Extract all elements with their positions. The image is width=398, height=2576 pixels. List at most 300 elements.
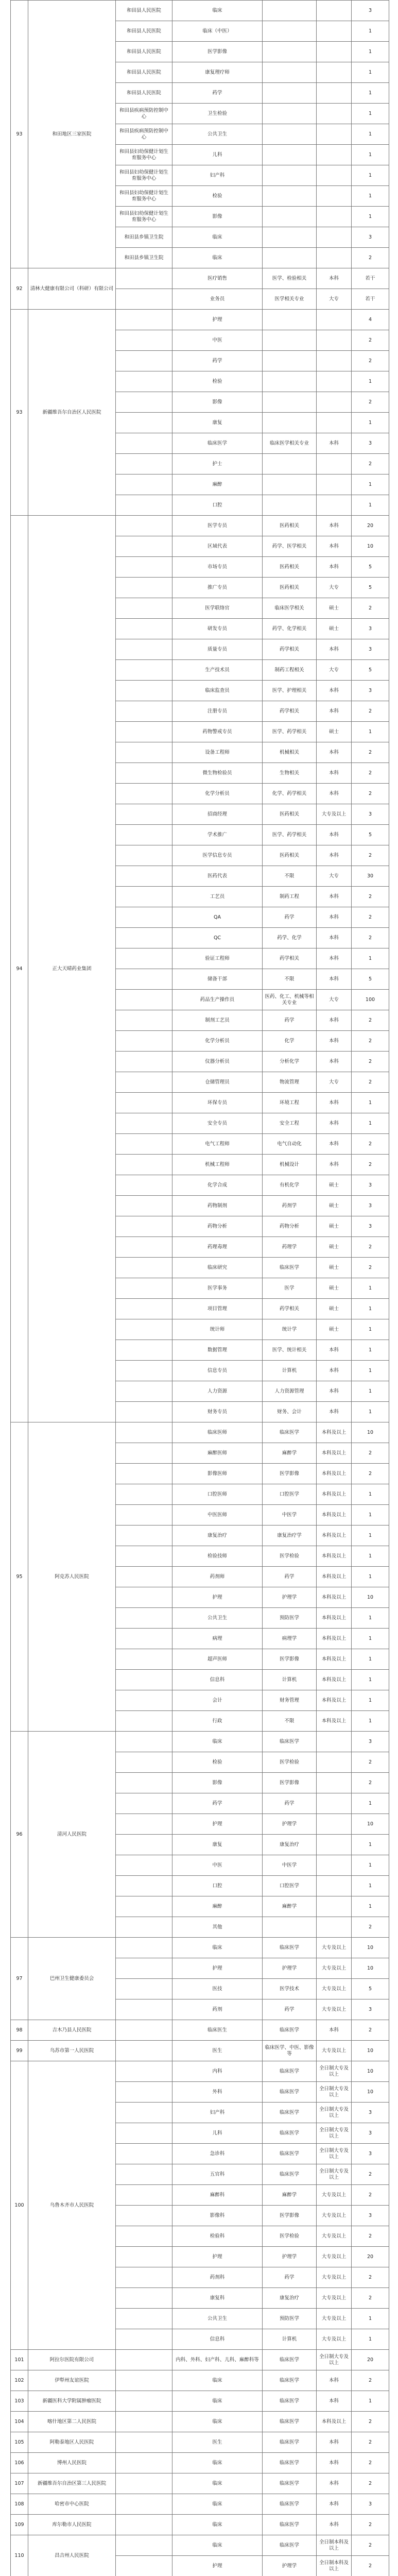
- major-cell: 药学: [263, 1010, 317, 1031]
- sub-unit-cell: [116, 742, 172, 763]
- unit-number: 106: [11, 2453, 28, 2473]
- major-cell: 医学影像: [263, 1773, 317, 1793]
- sub-unit-cell: [116, 598, 172, 619]
- major-cell: 药理学: [263, 1237, 317, 1258]
- position-cell: 机械工程师: [172, 1155, 263, 1175]
- major-cell: 医药、化工、机械等相关专业: [263, 990, 317, 1010]
- position-cell: 医生: [172, 2041, 263, 2061]
- education-cell: 本科: [317, 2494, 352, 2515]
- position-cell: 医学专员: [172, 516, 263, 536]
- education-cell: [317, 1876, 352, 1896]
- position-cell: 护理: [172, 1814, 263, 1835]
- unit-number: 105: [11, 2432, 28, 2453]
- education-cell: 大专: [317, 578, 352, 598]
- position-cell: 财务专员: [172, 1402, 263, 1422]
- position-cell: 医药代表: [172, 866, 263, 887]
- table-row: [11, 2432, 389, 2453]
- education-cell: 本科及以上: [317, 1546, 352, 1567]
- position-cell: 药学: [172, 1793, 263, 1814]
- sub-unit-cell: [116, 1381, 172, 1402]
- sub-unit-cell: [116, 1876, 172, 1896]
- sub-unit-cell: [116, 1093, 172, 1113]
- count-cell: 1: [352, 2391, 389, 2412]
- unit-name: 乌鲁木齐市人民医院: [28, 2061, 116, 2350]
- table-row: [11, 1, 389, 21]
- major-cell: 药学相关: [263, 1299, 317, 1319]
- sub-unit-cell: [116, 1526, 172, 1546]
- education-cell: 本科: [317, 1134, 352, 1155]
- major-cell: 有机化学: [263, 1175, 317, 1196]
- major-cell: 医药相关: [263, 578, 317, 598]
- education-cell: 全日制大专及以上: [317, 2144, 352, 2164]
- sub-unit-cell: [116, 2247, 172, 2267]
- table-row: [11, 2020, 389, 2041]
- count-cell: 1: [352, 371, 389, 392]
- unit-number: 109: [11, 2515, 28, 2535]
- sub-unit-cell: [116, 1896, 172, 1917]
- position-cell: 药学: [172, 351, 263, 371]
- unit-number: 110: [11, 2535, 28, 2576]
- education-cell: 本科: [317, 2515, 352, 2535]
- count-cell: 1: [352, 1876, 389, 1896]
- position-cell: 超声医师: [172, 1649, 263, 1670]
- sub-unit-cell: [116, 1031, 172, 1052]
- major-cell: [263, 62, 317, 83]
- position-cell: 药物分析: [172, 1216, 263, 1237]
- major-cell: 预防医学: [263, 2309, 317, 2329]
- major-cell: 医学影像: [263, 2206, 317, 2226]
- table-row: [11, 2515, 389, 2535]
- major-cell: 不限: [263, 866, 317, 887]
- education-cell: 大专及以上: [317, 2206, 352, 2226]
- major-cell: 临床医学: [263, 2103, 317, 2123]
- major-cell: [263, 1, 317, 21]
- count-cell: 2: [352, 1010, 389, 1031]
- position-cell: 化学分析员: [172, 1031, 263, 1052]
- count-cell: 20: [352, 2247, 389, 2267]
- sub-unit-cell: [116, 1670, 172, 1690]
- position-cell: 生产技术员: [172, 660, 263, 681]
- position-cell: 公共卫生: [172, 1608, 263, 1629]
- sub-unit-cell: [116, 1299, 172, 1319]
- count-cell: 1: [352, 1361, 389, 1381]
- sub-unit-cell: 和田县人民医院: [116, 42, 172, 62]
- education-cell: [317, 1917, 352, 1938]
- count-cell: 10: [352, 1422, 389, 1443]
- sub-unit-cell: [116, 1196, 172, 1216]
- count-cell: 5: [352, 969, 389, 990]
- position-cell: 公共卫生: [172, 124, 263, 145]
- education-cell: 本科: [317, 2473, 352, 2494]
- sub-unit-cell: [116, 1711, 172, 1732]
- count-cell: 1: [352, 474, 389, 495]
- major-cell: [263, 310, 317, 330]
- count-cell: 3: [352, 1196, 389, 1216]
- sub-unit-cell: [116, 1134, 172, 1155]
- sub-unit-cell: [116, 371, 172, 392]
- position-cell: 影像科: [172, 2206, 263, 2226]
- major-cell: [263, 145, 317, 165]
- major-cell: 医药相关: [263, 557, 317, 578]
- count-cell: 2: [352, 1052, 389, 1072]
- unit-name: 喀什地区第二人民医院: [28, 2412, 116, 2432]
- education-cell: 本科: [317, 1113, 352, 1134]
- position-cell: 口腔: [172, 1876, 263, 1896]
- count-cell: 1: [352, 42, 389, 62]
- education-cell: 本科: [317, 268, 352, 289]
- education-cell: 硕士: [317, 1216, 352, 1237]
- sub-unit-cell: [116, 1072, 172, 1093]
- sub-unit-cell: [116, 2082, 172, 2103]
- education-cell: 硕士: [317, 1175, 352, 1196]
- sub-unit-cell: [116, 1629, 172, 1649]
- major-cell: 药学: [263, 1793, 317, 1814]
- unit-number: 101: [11, 2350, 28, 2370]
- major-cell: 医学检验: [263, 2226, 317, 2247]
- sub-unit-cell: [116, 578, 172, 598]
- sub-unit-cell: [116, 1773, 172, 1793]
- education-cell: 本科及以上: [317, 1526, 352, 1546]
- education-cell: 本科: [317, 928, 352, 948]
- position-cell: 外科: [172, 2082, 263, 2103]
- count-cell: 2: [352, 2226, 389, 2247]
- sub-unit-cell: [116, 310, 172, 330]
- major-cell: 临床医学: [263, 2123, 317, 2144]
- education-cell: 本科: [317, 536, 352, 557]
- sub-unit-cell: [116, 2041, 172, 2061]
- sub-unit-cell: [116, 495, 172, 516]
- major-cell: [263, 165, 317, 186]
- sub-unit-cell: [116, 2061, 172, 2082]
- education-cell: 大专: [317, 1072, 352, 1093]
- major-cell: 中医学: [263, 1505, 317, 1526]
- position-cell: 临床: [172, 1938, 263, 1958]
- education-cell: 大专及以上: [317, 1999, 352, 2020]
- position-cell: 卫生检验: [172, 104, 263, 124]
- table-row: [11, 2350, 389, 2370]
- position-cell: 医学事务: [172, 1278, 263, 1299]
- sub-unit-cell: [116, 1319, 172, 1340]
- count-cell: 2: [352, 598, 389, 619]
- count-cell: 2: [352, 907, 389, 928]
- education-cell: 硕士: [317, 1299, 352, 1319]
- position-cell: 临床: [172, 2515, 263, 2535]
- count-cell: 2: [352, 784, 389, 804]
- count-cell: 2: [352, 1773, 389, 1793]
- sub-unit-cell: [116, 474, 172, 495]
- sub-unit-cell: [116, 2412, 172, 2432]
- sub-unit-cell: [116, 1732, 172, 1752]
- major-cell: 制药工程: [263, 887, 317, 907]
- position-cell: 影像: [172, 392, 263, 413]
- count-cell: 3: [352, 619, 389, 639]
- education-cell: [317, 145, 352, 165]
- education-cell: [317, 1, 352, 21]
- position-cell: 临床医师: [172, 1422, 263, 1443]
- count-cell: 1: [352, 1113, 389, 1134]
- unit-number: 94: [11, 516, 28, 1422]
- table-row: [11, 2370, 389, 2391]
- education-cell: 本科: [317, 2453, 352, 2473]
- count-cell: 10: [352, 536, 389, 557]
- major-cell: 医药相关: [263, 804, 317, 825]
- position-cell: 仓储管理员: [172, 1072, 263, 1093]
- count-cell: 2: [352, 1917, 389, 1938]
- count-cell: 2: [352, 2288, 389, 2309]
- education-cell: [317, 1855, 352, 1876]
- education-cell: 大专及以上: [317, 1938, 352, 1958]
- major-cell: 护理学: [263, 1958, 317, 1979]
- major-cell: 临床医学: [263, 2370, 317, 2391]
- education-cell: 大专及以上: [317, 2267, 352, 2288]
- education-cell: [317, 330, 352, 351]
- position-cell: 医学联络官: [172, 598, 263, 619]
- major-cell: [263, 83, 317, 104]
- count-cell: 2: [352, 392, 389, 413]
- unit-number: 98: [11, 2020, 28, 2041]
- major-cell: 环境工程: [263, 1093, 317, 1113]
- count-cell: 1: [352, 1093, 389, 1113]
- education-cell: 本科: [317, 1361, 352, 1381]
- count-cell: 1: [352, 1402, 389, 1422]
- position-cell: 检验技师: [172, 1546, 263, 1567]
- major-cell: 机械设计: [263, 1155, 317, 1175]
- education-cell: 本科及以上: [317, 1670, 352, 1690]
- education-cell: [317, 1752, 352, 1773]
- unit-number: 103: [11, 2391, 28, 2412]
- education-cell: 本科: [317, 1340, 352, 1361]
- major-cell: [263, 495, 317, 516]
- position-cell: 行政: [172, 1711, 263, 1732]
- position-cell: 药剂师: [172, 1567, 263, 1587]
- position-cell: 临床: [172, 1, 263, 21]
- education-cell: [317, 207, 352, 227]
- sub-unit-cell: 和田县乡镇卫生院: [116, 227, 172, 248]
- count-cell: 1: [352, 1546, 389, 1567]
- education-cell: 本科: [317, 1052, 352, 1072]
- education-cell: 本科: [317, 701, 352, 722]
- position-cell: 化学合成: [172, 1175, 263, 1196]
- sub-unit-cell: [116, 1484, 172, 1505]
- position-cell: 麻醉: [172, 474, 263, 495]
- major-cell: [263, 454, 317, 474]
- count-cell: 1: [352, 104, 389, 124]
- sub-unit-cell: [116, 1278, 172, 1299]
- major-cell: 医学检验: [263, 1752, 317, 1773]
- major-cell: 麻醉学: [263, 2185, 317, 2206]
- count-cell: 3: [352, 1, 389, 21]
- education-cell: 本科: [317, 907, 352, 928]
- sub-unit-cell: [116, 1855, 172, 1876]
- major-cell: 康复治疗学: [263, 1526, 317, 1546]
- count-cell: 4: [352, 310, 389, 330]
- position-cell: 临床研究: [172, 1258, 263, 1278]
- major-cell: 临床医学: [263, 1258, 317, 1278]
- count-cell: 1: [352, 1690, 389, 1711]
- education-cell: 本科及以上: [317, 1629, 352, 1649]
- sub-unit-cell: [116, 413, 172, 433]
- sub-unit-cell: [116, 660, 172, 681]
- major-cell: 临床医学: [263, 2473, 317, 2494]
- position-cell: 微生物检验员: [172, 763, 263, 784]
- sub-unit-cell: [116, 392, 172, 413]
- count-cell: 2: [352, 454, 389, 474]
- education-cell: 本科: [317, 1010, 352, 1031]
- position-cell: 影像: [172, 207, 263, 227]
- position-cell: 检验: [172, 371, 263, 392]
- count-cell: 1: [352, 1835, 389, 1855]
- position-cell: 项目管理: [172, 1299, 263, 1319]
- sub-unit-cell: [116, 1010, 172, 1031]
- position-cell: 制剂工艺员: [172, 1010, 263, 1031]
- unit-name: 新疆医科大学附属肿瘤医院: [28, 2391, 116, 2412]
- major-cell: 医学技术: [263, 1979, 317, 1999]
- position-cell: 信息科: [172, 2329, 263, 2350]
- position-cell: QC: [172, 928, 263, 948]
- count-cell: 2: [352, 2020, 389, 2041]
- count-cell: 3: [352, 804, 389, 825]
- count-cell: 1: [352, 413, 389, 433]
- sub-unit-cell: [116, 1361, 172, 1381]
- table-row: [11, 2391, 389, 2412]
- major-cell: 药学相关: [263, 701, 317, 722]
- major-cell: 医学、药学相关: [263, 825, 317, 845]
- education-cell: 大专及以上: [317, 2247, 352, 2267]
- unit-name: 新疆维吾尔自治区第三人民医院: [28, 2473, 116, 2494]
- position-cell: 内科: [172, 2061, 263, 2082]
- sub-unit-cell: 和田县人民医院: [116, 62, 172, 83]
- sub-unit-cell: [116, 2473, 172, 2494]
- position-cell: 影像: [172, 1773, 263, 1793]
- major-cell: 生物相关: [263, 763, 317, 784]
- major-cell: [263, 186, 317, 207]
- unit-name: 阿克苏人民医院: [28, 1422, 116, 1732]
- major-cell: 医药相关: [263, 516, 317, 536]
- table-row: [11, 310, 389, 330]
- position-cell: 妇产科: [172, 165, 263, 186]
- sub-unit-cell: [116, 866, 172, 887]
- position-cell: 康复理疗师: [172, 62, 263, 83]
- major-cell: 化学: [263, 1031, 317, 1052]
- position-cell: 医疗销售: [172, 268, 263, 289]
- major-cell: 统计学: [263, 1319, 317, 1340]
- unit-number: 100: [11, 2061, 28, 2350]
- sub-unit-cell: [116, 2350, 172, 2370]
- table-row: [11, 2535, 389, 2556]
- count-cell: 2: [352, 2164, 389, 2185]
- unit-name: 清林大健康有限公司（科研）有限公司: [28, 268, 116, 310]
- major-cell: 化学、药学相关: [263, 784, 317, 804]
- major-cell: 临床医学: [263, 2020, 317, 2041]
- education-cell: 硕士: [317, 1196, 352, 1216]
- education-cell: 本科: [317, 639, 352, 660]
- position-cell: 临床: [172, 1732, 263, 1752]
- position-cell: 儿科: [172, 2123, 263, 2144]
- count-cell: 2: [352, 845, 389, 866]
- position-cell: 急诊科: [172, 2144, 263, 2164]
- major-cell: 不限: [263, 969, 317, 990]
- major-cell: 临床医学: [263, 2350, 317, 2370]
- unit-number: 93: [11, 1, 28, 268]
- major-cell: 康复治疗: [263, 2288, 317, 2309]
- sub-unit-cell: [116, 1608, 172, 1629]
- education-cell: 本科: [317, 557, 352, 578]
- education-cell: [317, 21, 352, 42]
- position-cell: 检验: [172, 1752, 263, 1773]
- major-cell: 安全工程: [263, 1113, 317, 1134]
- education-cell: 硕士: [317, 1237, 352, 1258]
- unit-number: 97: [11, 1938, 28, 2020]
- count-cell: 1: [352, 1567, 389, 1587]
- sub-unit-cell: [116, 351, 172, 371]
- count-cell: 1: [352, 1711, 389, 1732]
- sub-unit-cell: 和田县疾病预防控制中心: [116, 124, 172, 145]
- count-cell: 2: [352, 763, 389, 784]
- unit-name: 昌吉州人民医院: [28, 2535, 116, 2576]
- position-cell: 工艺员: [172, 887, 263, 907]
- sub-unit-cell: [116, 2515, 172, 2535]
- unit-name: 吉木乃县人民医院: [28, 2020, 116, 2041]
- major-cell: 医药相关: [263, 845, 317, 866]
- sub-unit-cell: [116, 639, 172, 660]
- count-cell: 3: [352, 1999, 389, 2020]
- position-cell: 验证工程师: [172, 948, 263, 969]
- unit-number: 108: [11, 2494, 28, 2515]
- education-cell: [317, 62, 352, 83]
- count-cell: 2: [352, 1237, 389, 1258]
- sub-unit-cell: [116, 1175, 172, 1196]
- major-cell: 电气自动化: [263, 1134, 317, 1155]
- major-cell: 药学、化学相关: [263, 619, 317, 639]
- sub-unit-cell: [116, 2144, 172, 2164]
- count-cell: 1: [352, 1484, 389, 1505]
- major-cell: 医学相关专业: [263, 289, 317, 310]
- sub-unit-cell: [116, 330, 172, 351]
- education-cell: [317, 392, 352, 413]
- count-cell: 1: [352, 1299, 389, 1319]
- count-cell: 5: [352, 660, 389, 681]
- major-cell: 医学影像: [263, 1464, 317, 1484]
- unit-number: 93: [11, 310, 28, 516]
- sub-unit-cell: [116, 1814, 172, 1835]
- position-cell: 安全专员: [172, 1113, 263, 1134]
- unit-name: 库尔勒市人民医院: [28, 2515, 116, 2535]
- count-cell: 1: [352, 1278, 389, 1299]
- sub-unit-cell: [116, 681, 172, 701]
- count-cell: 1: [352, 1793, 389, 1814]
- position-cell: 临床监查员: [172, 681, 263, 701]
- education-cell: 大专及以上: [317, 1958, 352, 1979]
- major-cell: 物流管理: [263, 1072, 317, 1093]
- position-cell: 药剂科: [172, 2267, 263, 2288]
- education-cell: 本科及以上: [317, 1711, 352, 1732]
- count-cell: 3: [352, 1175, 389, 1196]
- position-cell: 病理: [172, 1629, 263, 1649]
- position-cell: 护理: [172, 310, 263, 330]
- education-cell: 大专及以上: [317, 2226, 352, 2247]
- sub-unit-cell: [116, 2391, 172, 2412]
- sub-unit-cell: [116, 1835, 172, 1855]
- sub-unit-cell: 和田县乡镇卫生院: [116, 248, 172, 268]
- position-cell: 电气工程师: [172, 1134, 263, 1155]
- major-cell: 临床医学相关: [263, 598, 317, 619]
- sub-unit-cell: [116, 2206, 172, 2226]
- major-cell: 药学、化学: [263, 928, 317, 948]
- sub-unit-cell: [116, 1155, 172, 1175]
- sub-unit-cell: [116, 2226, 172, 2247]
- count-cell: 1: [352, 1319, 389, 1340]
- major-cell: 医学、检验相关: [263, 268, 317, 289]
